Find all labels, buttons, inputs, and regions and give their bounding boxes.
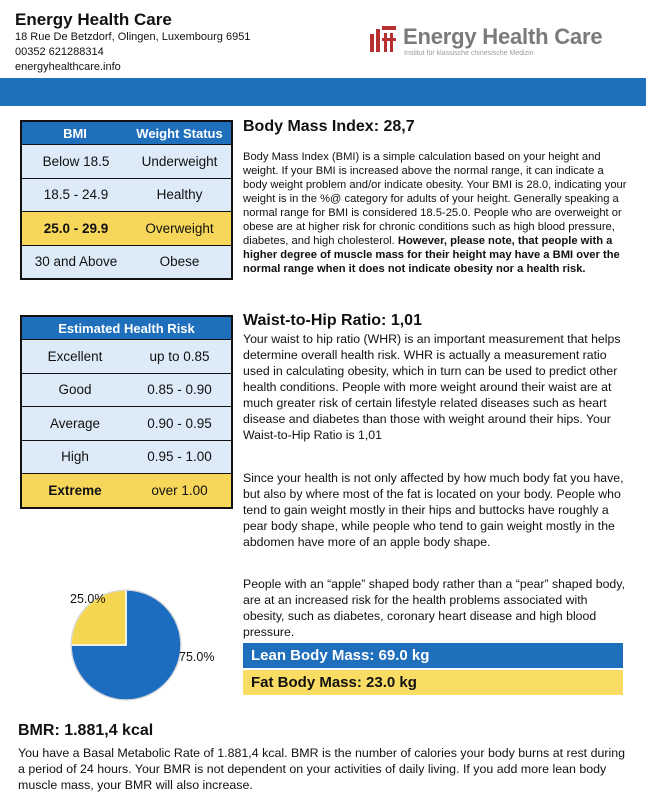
risk-range: 0.90 - 0.95 <box>147 415 212 431</box>
bmi-description <box>243 150 628 276</box>
weight-status: Healthy <box>156 187 203 203</box>
table-row <box>22 406 231 440</box>
bmi-range: Below 18.5 <box>42 153 110 169</box>
company-phone: 00352 621288314 <box>15 46 104 58</box>
risk-level: Average <box>49 415 101 431</box>
bmr-title: BMR: 1.881,4 kcal <box>18 722 154 739</box>
logo-subtitle: Institut für klassische chinesische Medizin <box>404 50 534 57</box>
company-address: 18 Rue De Betzdorf, Olingen, Luxembourg 6951 <box>15 31 251 43</box>
company-header <box>15 10 250 75</box>
bmi-column-header: BMI <box>63 125 87 141</box>
logo-mark-icon <box>370 26 398 52</box>
pie-label-lean: 75.0% <box>179 650 215 664</box>
bmi-range: 30 and Above <box>34 254 118 270</box>
bmi-range: 25.0 - 29.9 <box>43 220 109 236</box>
risk-range: 0.85 - 0.90 <box>147 382 212 398</box>
table-row <box>22 440 231 474</box>
logo-name: Energy Health Care <box>403 24 603 49</box>
lean-body-mass-bar: Lean Body Mass: 69.0 kg <box>243 643 623 668</box>
weight-status: Obese <box>159 254 200 270</box>
weight-status: Overweight <box>145 220 214 236</box>
weight-status-column-header: Weight Status <box>136 125 223 141</box>
table-row <box>22 473 231 507</box>
health-risk-table <box>20 315 233 509</box>
bmi-table <box>20 120 233 280</box>
fat-body-mass-bar: Fat Body Mass: 23.0 kg <box>243 670 623 695</box>
whr-title: Waist-to-Hip Ratio: 1,01 <box>243 312 422 329</box>
fat-distribution-text: Since your health is not only affected by how much body fat you have, but also by where most of the fat is located on your body. People who tend to gain weight mostly in their hips and buttocks have roughly a pear body shape, while people who tend to gain weight mostly in the abdomen have more of an apple body shape. <box>243 471 624 549</box>
pie-label-fat: 25.0% <box>70 592 106 606</box>
risk-range: over 1.00 <box>151 482 208 498</box>
bmi-range: 18.5 - 24.9 <box>43 187 109 203</box>
bmi-description-text: Body Mass Index (BMI) is a simple calculation based on your height and weight. If your BMI is increased above the normal range, it can indicate a body weight problem and/or indicate obesity. Your BMI is 28.0, indicating your weight is in the %@ category for adults of your height. Generally speaking a normal range for BMI is considered 18.5-25.0. People who are overweight or obese are at higher risk for chronic conditions such as high blood pressure, diabetes, and high cholesterol. <box>243 151 627 247</box>
table-row <box>22 178 231 212</box>
whr-description: Your waist to hip ratio (WHR) is an important measurement that helps determine overall health risk. WHR is actually a measurement ratio used in calculating obesity, which in turn can be used to predict other health conditions. People with more weight around their waist are at much greater risk of certain lifestyle related diseases such as heart disease and diabetes than those with weight around their hips. Your Waist-to-Hip Ratio is 1,01 <box>243 332 621 442</box>
table-row <box>22 245 231 279</box>
risk-range: up to 0.85 <box>149 348 210 364</box>
table-row <box>22 211 231 245</box>
company-name: Energy Health Care <box>15 10 172 29</box>
bmi-note: However, please note, that people with a higher degree of muscle mass for their height may have a BMI over the normal range when it does not indicate obesity nor a health risk. <box>243 235 620 275</box>
health-risk-header-label: Estimated Health Risk <box>58 320 195 336</box>
company-website[interactable]: energyhealthcare.info <box>15 61 121 73</box>
risk-range: 0.95 - 1.00 <box>147 449 212 465</box>
apple-shape-text: People with an “apple” shaped body rather than a “pear” shaped body, are at an increased risk for the health problems associated with obesity, such as diabetes, coronary heart disease and high blood pressure. <box>243 577 625 639</box>
body-mass-pie-chart <box>60 588 230 703</box>
risk-level: Extreme <box>48 482 102 498</box>
bmr-description: You have a Basal Metabolic Rate of 1.881,4 kcal. BMR is the number of calories your body burns at rest during a period of 24 hours. Your BMR is not dependent on your activities of daily living. If you add more lean body muscle mass, your BMR will also increase. <box>18 746 626 792</box>
health-risk-header <box>22 317 231 339</box>
bmi-table-header <box>22 122 231 144</box>
risk-level: Good <box>58 382 92 398</box>
header-bar <box>0 78 646 106</box>
table-row <box>22 373 231 407</box>
bmi-title: Body Mass Index: 28,7 <box>243 118 415 135</box>
table-row <box>22 144 231 178</box>
weight-status: Underweight <box>141 153 218 169</box>
company-logo <box>370 24 620 68</box>
risk-level: High <box>61 449 89 465</box>
table-row <box>22 339 231 373</box>
risk-level: Excellent <box>47 348 103 364</box>
